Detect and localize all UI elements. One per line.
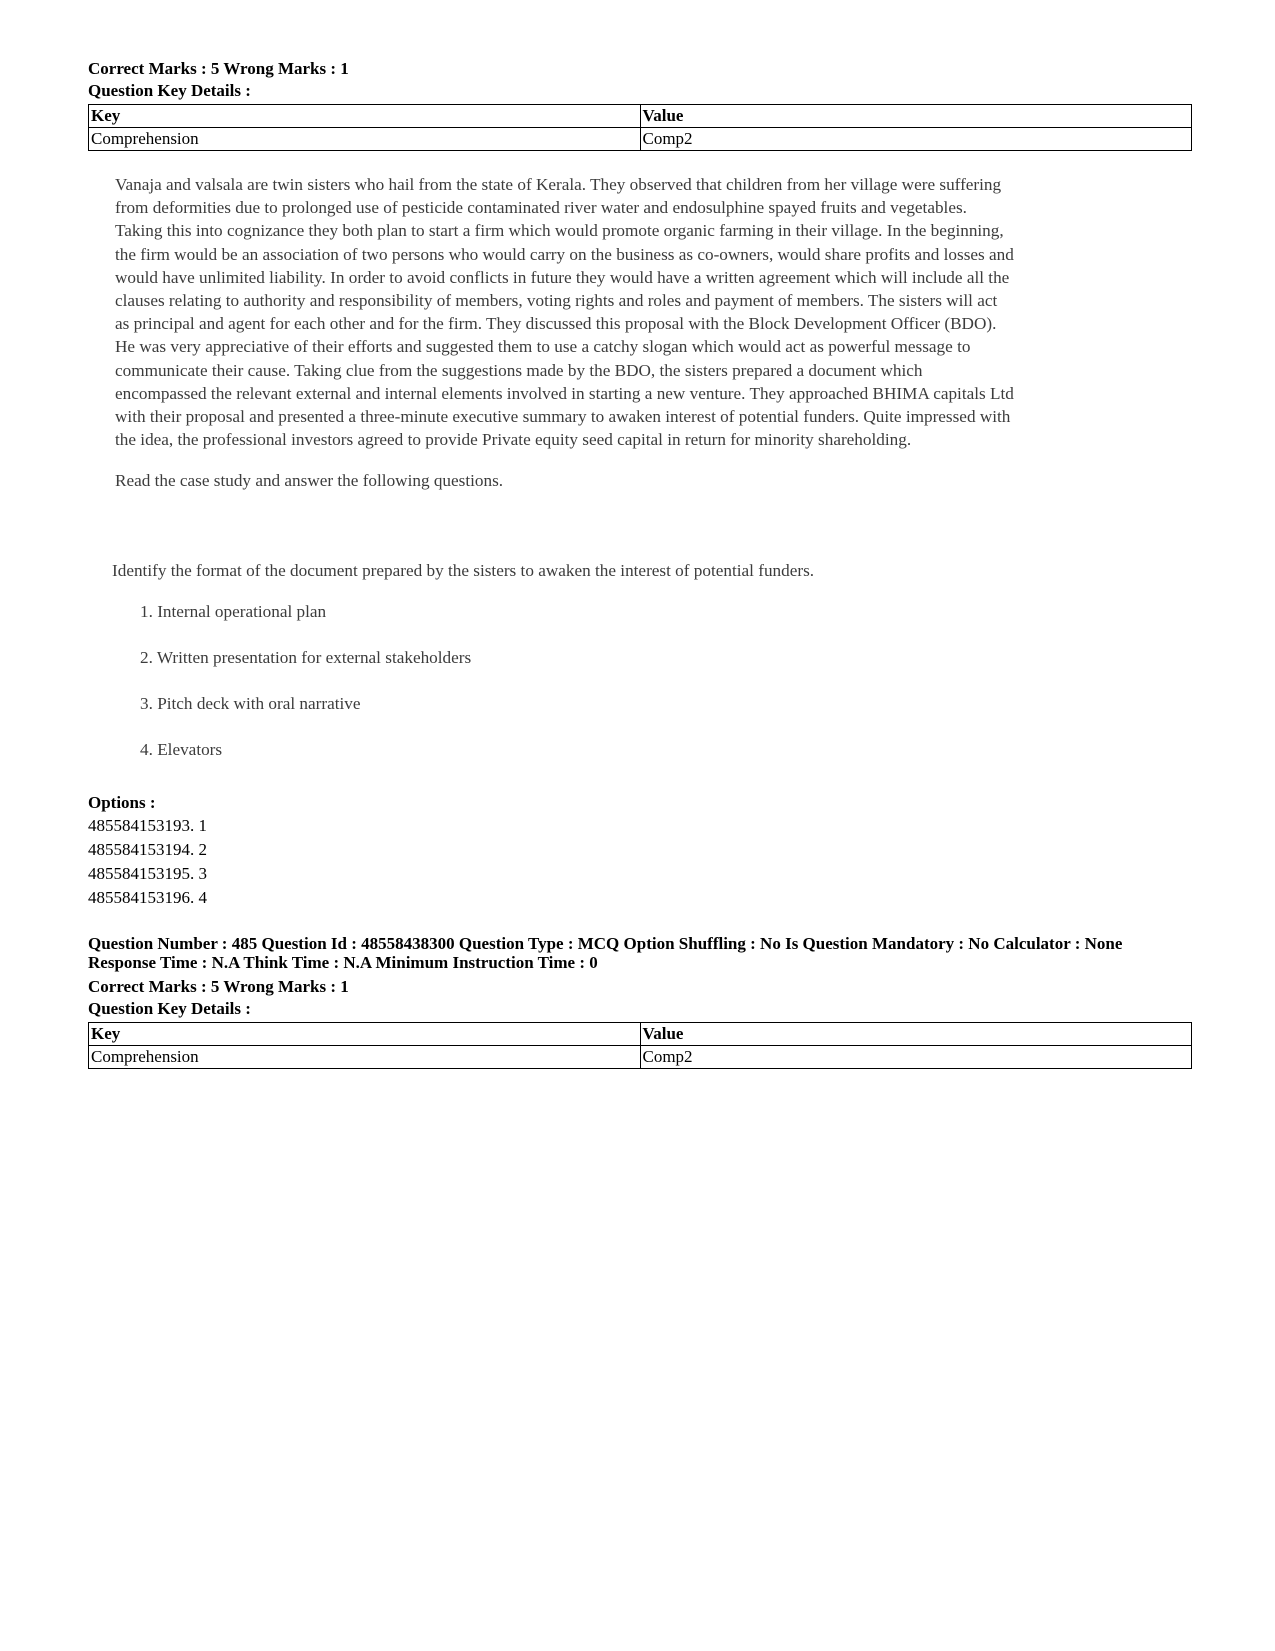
question-header-line-2: Response Time : N.A Think Time : N.A Minimum Instruction Time : 0 (88, 952, 598, 972)
case-study-instruction: Read the case study and answer the following questions. (115, 471, 504, 491)
table-cell-value: Comp2 (640, 128, 1192, 151)
table-row (89, 128, 1192, 151)
document-page (88, 58, 1192, 1069)
table-header-value: Value (640, 105, 1192, 128)
marks-line: Correct Marks : 5 Wrong Marks : 1 (88, 59, 349, 78)
options-section (88, 792, 1192, 910)
option-id-item: 485584153195. 3 (88, 863, 207, 883)
question-block-2 (88, 934, 1192, 1069)
table-cell-value: Comp2 (640, 1045, 1192, 1068)
answer-choices (115, 600, 1015, 784)
key-details-label: Question Key Details : (88, 81, 251, 100)
table-header-row (89, 105, 1192, 128)
answer-choice: 1. Internal operational plan (140, 601, 327, 621)
question-block-1 (88, 58, 1192, 151)
case-study-passage: Vanaja and valsala are twin sisters who hail from the state of Kerala. They observed that children from her village were suffering from deformities due to prolonged use of pesticide contaminated river water and endosulphine spayed fruits and vegetables. Taking this into cognizance they both plan to start a firm which would promote organic farming in their village. In the beginning, the firm would be an association of two persons who would carry on the business as co-owners, would share profits and losses and would have unlimited liability. In order to avoid conflicts in future they would have a written agreement which will include all the clauses relating to authority and responsibility of members, voting rights and roles and payment of members. The sisters will act as principal and agent for each other and for the firm. They discussed this proposal with the Block Development Officer (BDO). He was very appreciative of their efforts and suggested them to use a catchy slogan which would act as powerful message to communicate their cause. Taking clue from the suggestions made by the BDO, the sisters prepared a document which encompassed the relevant external and internal elements involved in starting a new venture. They approached BHIMA capitals Ltd with their proposal and presented a three-minute executive summary to awaken interest of potential funders. Quite impressed with the idea, the professional investors agreed to provide Private equity seed capital in return for minority shareholding. (115, 175, 1014, 450)
option-id-item: 485584153194. 2 (88, 839, 207, 859)
table-cell-key: Comprehension (89, 128, 641, 151)
table-row (89, 1045, 1192, 1068)
question-header-line-1: Question Number : 485 Question Id : 48558438300 Question Type : MCQ Option Shuffling : No Is Question Mandatory : No Calculator : None (88, 933, 1123, 953)
option-id-item: 485584153196. 4 (88, 887, 207, 907)
key-details-table (88, 1022, 1192, 1069)
key-details-table (88, 104, 1192, 151)
marks-line: Correct Marks : 5 Wrong Marks : 1 (88, 976, 349, 996)
table-header-key: Key (89, 1022, 641, 1045)
question-text: Identify the format of the document prepared by the sisters to awaken the interest of potential funders. (112, 560, 815, 580)
question-image (112, 173, 1015, 784)
table-cell-key: Comprehension (89, 1045, 641, 1068)
table-header-row (89, 1022, 1192, 1045)
table-header-value: Value (640, 1022, 1192, 1045)
key-details-label: Question Key Details : (88, 998, 251, 1018)
answer-choice: 2. Written presentation for external stakeholders (140, 647, 472, 667)
options-label: Options : (88, 792, 156, 812)
option-id-list (88, 814, 1192, 910)
answer-choice: 4. Elevators (140, 739, 223, 759)
answer-choice: 3. Pitch deck with oral narrative (140, 693, 361, 713)
option-id-item: 485584153193. 1 (88, 815, 207, 835)
table-header-key: Key (89, 105, 641, 128)
